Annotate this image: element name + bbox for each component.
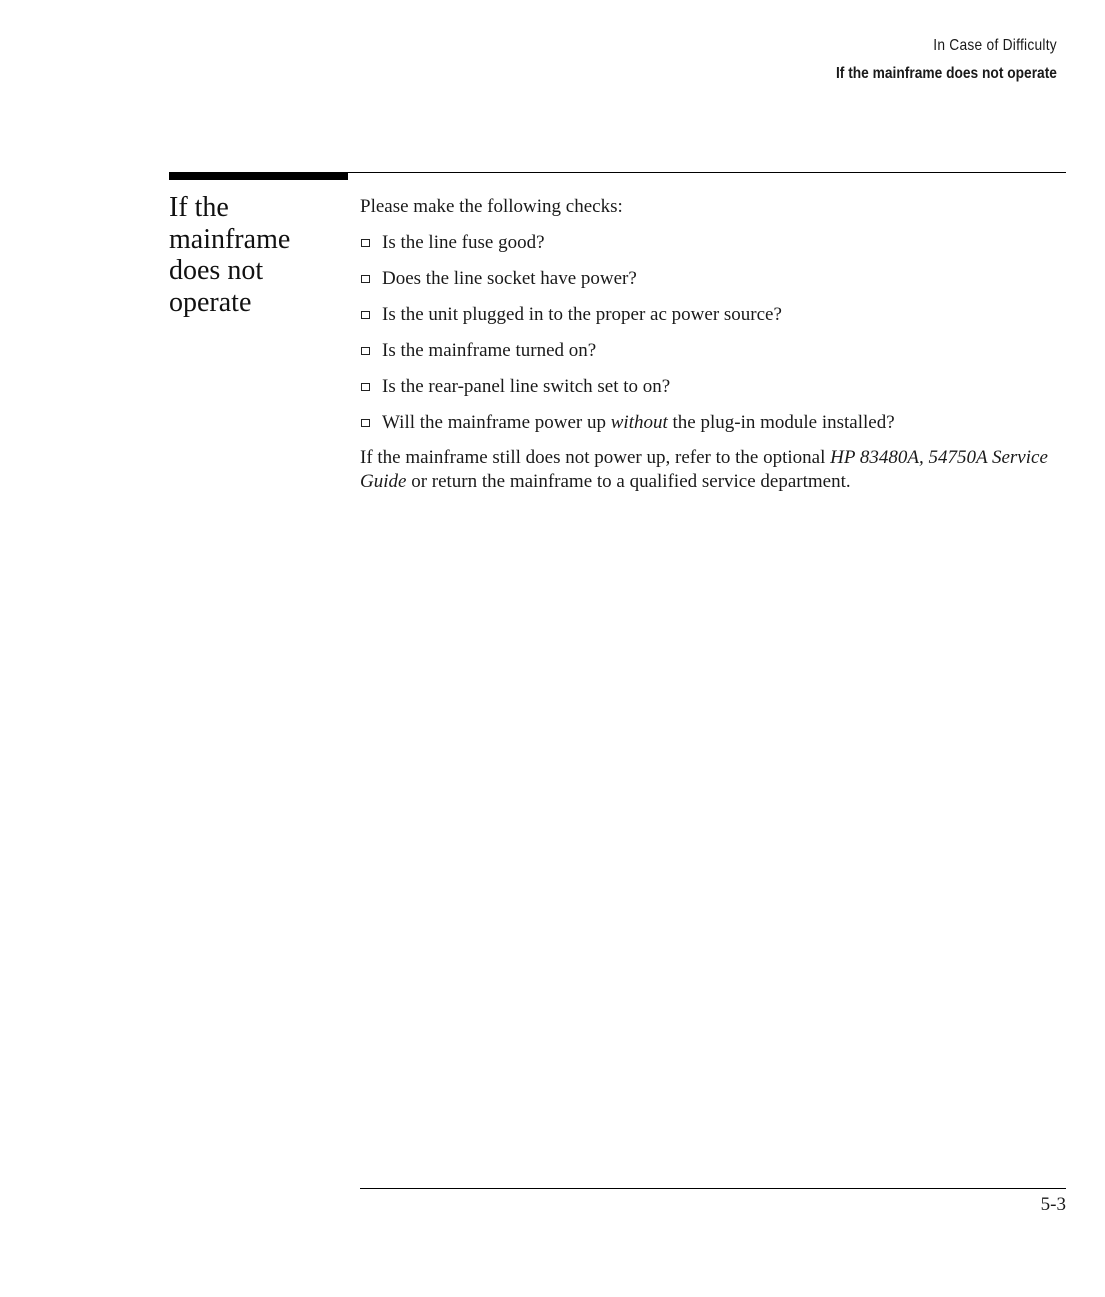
checklist-item-text: Does the line socket have power? <box>382 268 637 289</box>
page-number: 5-3 <box>1040 1194 1066 1215</box>
heading-rule-thin <box>348 172 1066 173</box>
closing-text: or return the mainframe to a qualified service department. <box>406 471 851 492</box>
closing-text: If the mainframe still does not power up, refer to the optional <box>360 447 831 468</box>
heading-line: operate <box>169 286 252 318</box>
chapter-title: In Case of Difficulty <box>933 37 1057 54</box>
intro-text: Please make the following checks: <box>360 196 623 217</box>
heading-line: mainframe <box>169 223 291 255</box>
checkbox-icon <box>361 419 370 427</box>
checklist-item-text: Is the line fuse good? <box>382 232 545 253</box>
emphasis-text: without <box>610 412 668 433</box>
checkbox-icon <box>361 239 370 247</box>
checklist-item-text: Will the mainframe power up <box>382 412 611 433</box>
checkbox-icon <box>361 383 370 391</box>
section-heading <box>169 192 339 318</box>
checkbox-icon <box>361 275 370 283</box>
checklist-item <box>360 373 1060 409</box>
heading-line: does not <box>169 255 264 286</box>
running-head <box>800 32 1057 88</box>
heading-line: If the <box>169 192 229 223</box>
heading-rule-thick <box>169 172 348 180</box>
checklist-item-text: the plug-in module installed? <box>667 412 895 433</box>
checklist-item <box>360 265 1060 301</box>
checklist-item <box>360 301 1060 337</box>
section-title: If the mainframe does not operate <box>836 65 1057 82</box>
checkbox-icon <box>361 347 370 355</box>
checklist-item-text: Is the rear-panel line switch set to on? <box>382 376 671 397</box>
checklist-item-text: Is the unit plugged in to the proper ac power source? <box>382 304 782 325</box>
section-body <box>360 193 1060 494</box>
checklist <box>360 229 1060 445</box>
checklist-item-text: Is the mainframe turned on? <box>382 340 597 361</box>
footer-rule <box>360 1188 1066 1189</box>
checkbox-icon <box>361 311 370 319</box>
closing-paragraph <box>360 446 1050 494</box>
service-guide-reference: HP 83480A, 54750A Service Guide <box>360 447 1048 492</box>
checklist-item <box>360 337 1060 373</box>
checklist-item <box>360 409 1060 445</box>
checklist-item <box>360 229 1060 265</box>
